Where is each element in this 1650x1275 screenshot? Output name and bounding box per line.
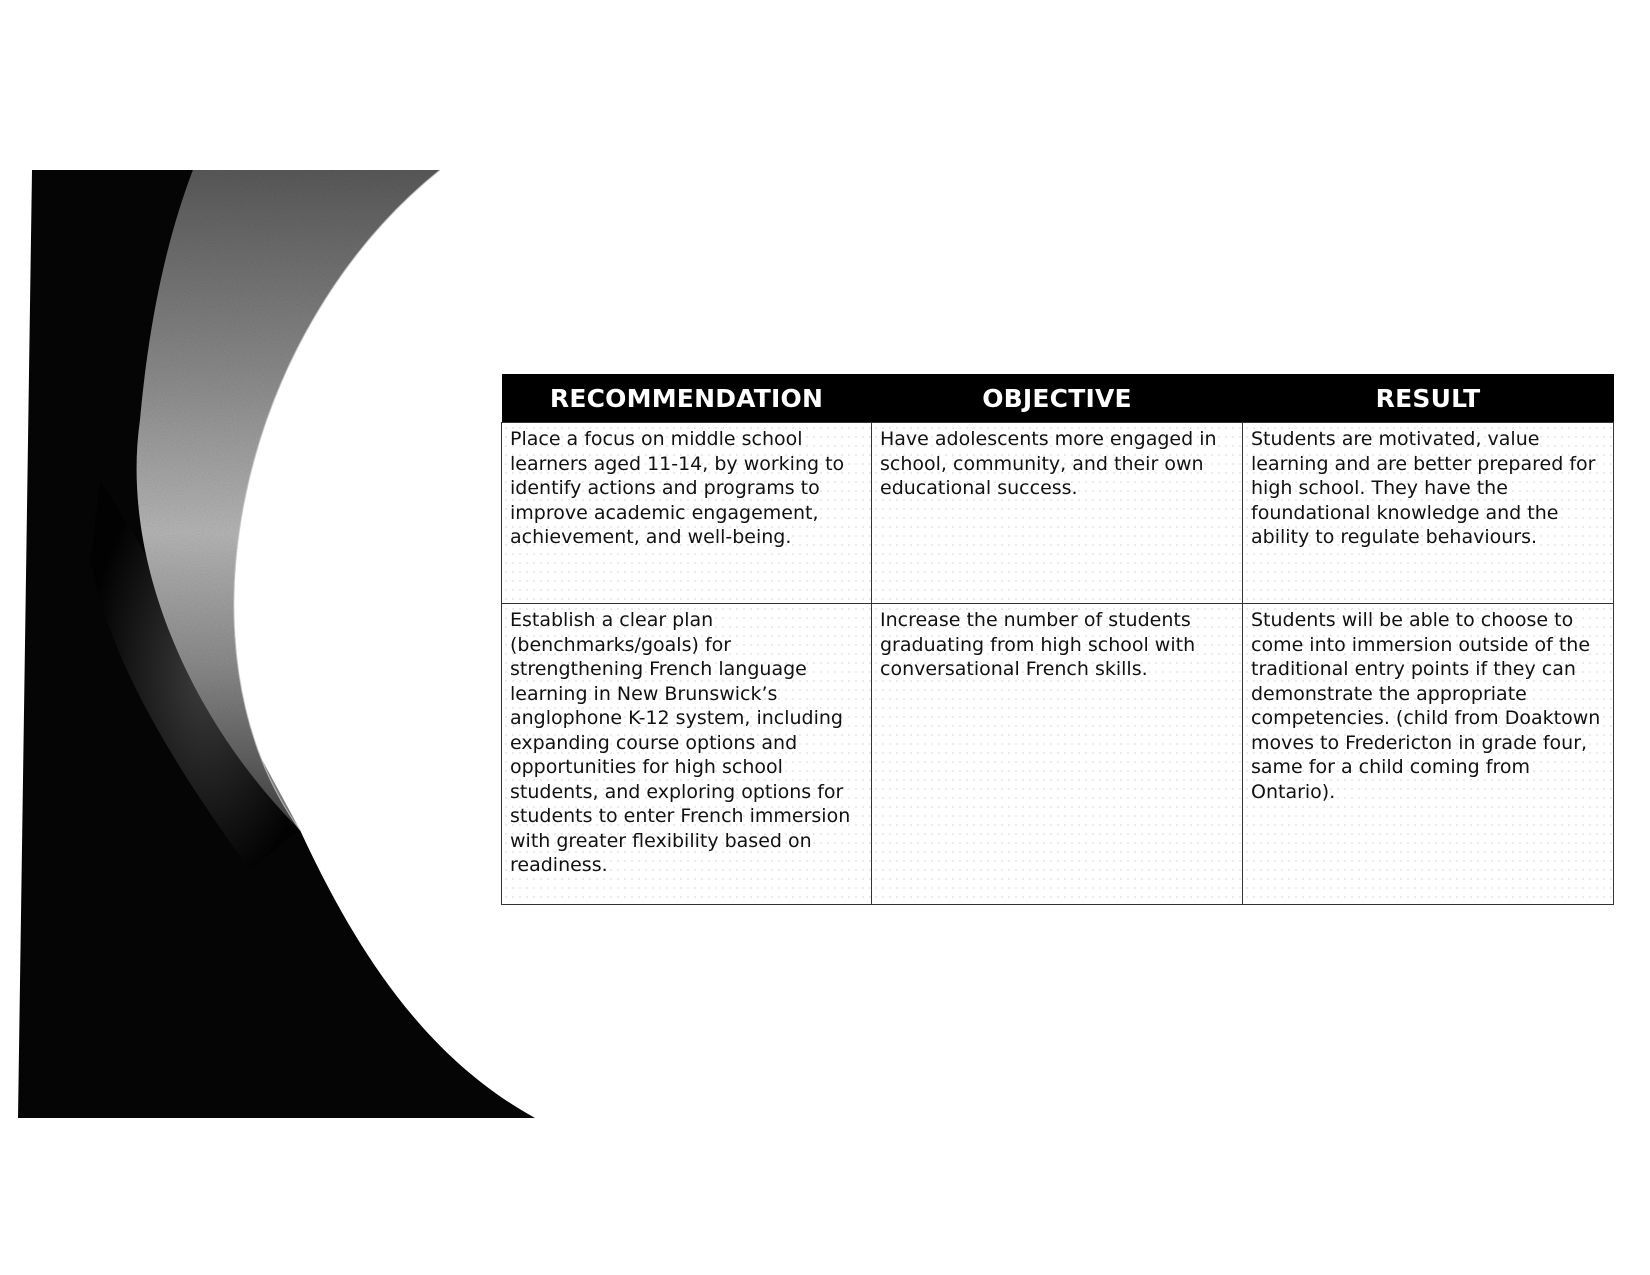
header-objective: OBJECTIVE: [872, 374, 1243, 423]
table-row: [502, 423, 1614, 604]
objective-cell: Increase the number of students graduating from high school with conversational French skills.: [872, 604, 1243, 905]
recommendation-cell: Establish a clear plan (benchmarks/goals) for strengthening French language learning in New Brunswick’s anglophone K-12 system, including expanding course options and opportunities for high school students, and exploring options for students to enter French immersion with greater flexibility based on readiness.: [502, 604, 872, 905]
table-header-row: [502, 374, 1614, 423]
table-row: [502, 604, 1614, 905]
recommendations-table: [501, 374, 1614, 905]
result-cell: Students are motivated, value learning and are better prepared for high school. They have the foundational knowledge and the ability to regulate behaviours.: [1243, 423, 1614, 604]
objective-cell: Have adolescents more engaged in school, community, and their own educational success.: [872, 423, 1243, 604]
recommendations-table-container: [501, 374, 1613, 905]
header-recommendation: RECOMMENDATION: [502, 374, 872, 423]
header-result: RESULT: [1243, 374, 1614, 423]
recommendation-cell: Place a focus on middle school learners aged 11-14, by working to identify actions and programs to improve academic engagement, achievement, and well-being.: [502, 423, 872, 604]
result-cell: Students will be able to choose to come into immersion outside of the traditional entry points if they can demonstrate the appropriate competencies. (child from Doaktown moves to Fredericton in grade four, same for a child coming from Ontario).: [1243, 604, 1614, 905]
